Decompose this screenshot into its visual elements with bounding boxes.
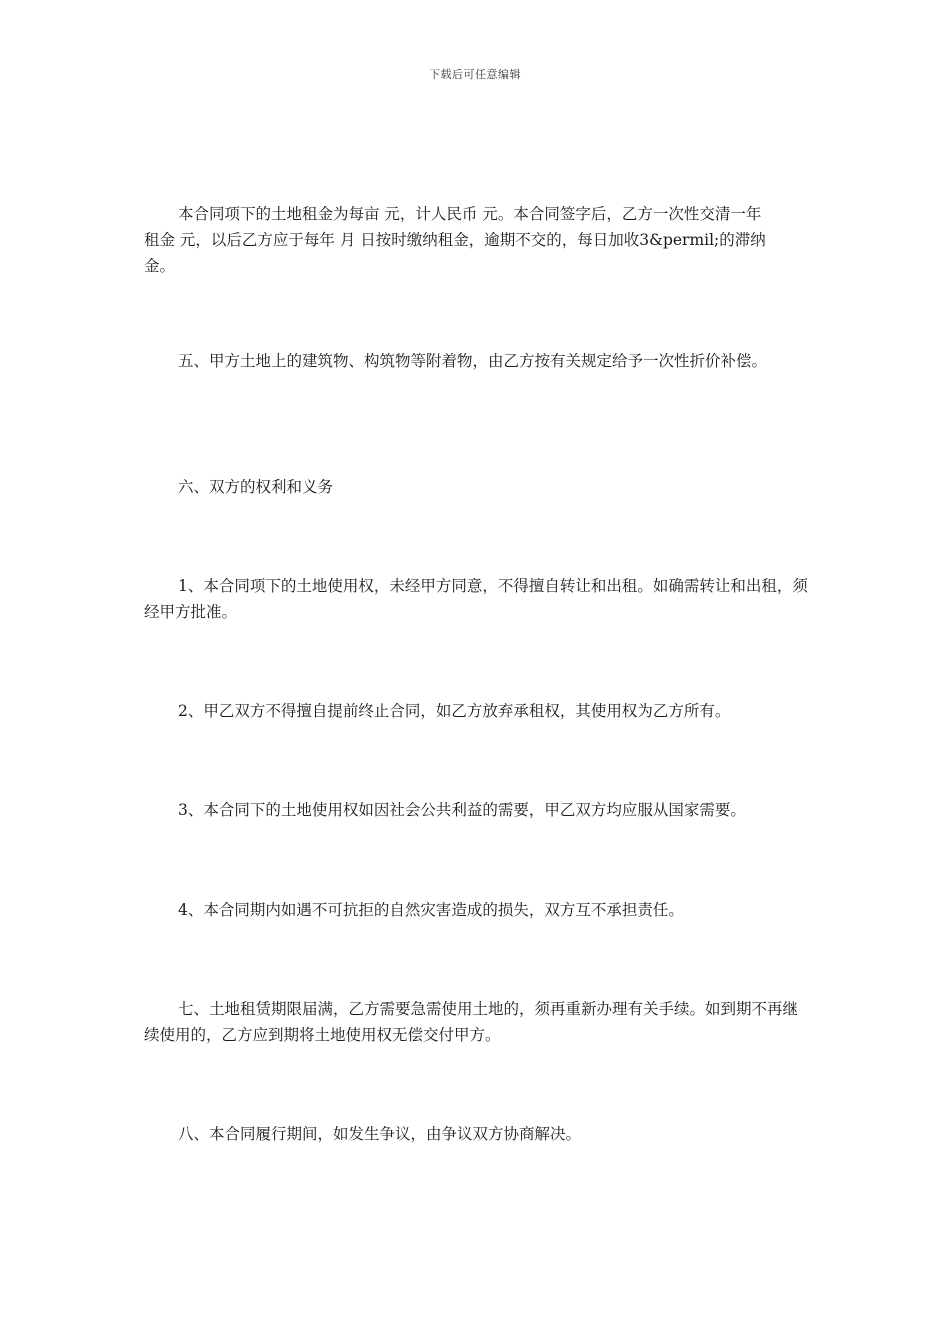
paragraph-section-6-heading: 六、双方的权利和义务 [178, 478, 334, 496]
paragraph-rent-terms: 本合同项下的土地租金为每亩 元，计人民币 元。本合同签字后，乙方一次性交清一年租金 元，以后乙方应于每年 月 日按时缴纳租金，逾期不交的，每日加收3&permil;的滞纳金。 [144, 205, 766, 275]
paragraph-section-5-compensation: 五、甲方土地上的建筑物、构筑物等附着物，由乙方按有关规定给予一次性折价补偿。 [178, 352, 768, 370]
paragraph-clause-4-force-majeure: 4、本合同期内如遇不可抗拒的自然灾害造成的损失，双方互不承担责任。 [178, 901, 684, 919]
paragraph-clause-2-termination: 2、甲乙双方不得擅自提前终止合同，如乙方放弃承租权，其使用权为乙方所有。 [178, 702, 731, 720]
paragraph-clause-1-transfer: 1、本合同项下的土地使用权，未经甲方同意，不得擅自转让和出租。如确需转让和出租，须经甲方批准。 [144, 577, 808, 621]
paragraph-clause-3-public-interest: 3、本合同下的土地使用权如因社会公共利益的需要，甲乙双方均应服从国家需要。 [178, 801, 746, 819]
paragraph-section-8-disputes: 八、本合同履行期间，如发生争议，由争议双方协商解决。 [178, 1125, 582, 1143]
paragraph-section-7-expiry: 七、土地租赁期限届满，乙方需要急需使用土地的，须再重新办理有关手续。如到期不再继续使用的，乙方应到期将土地使用权无偿交付甲方。 [144, 1000, 799, 1044]
page-header-note: 下载后可任意编辑 [429, 68, 521, 81]
